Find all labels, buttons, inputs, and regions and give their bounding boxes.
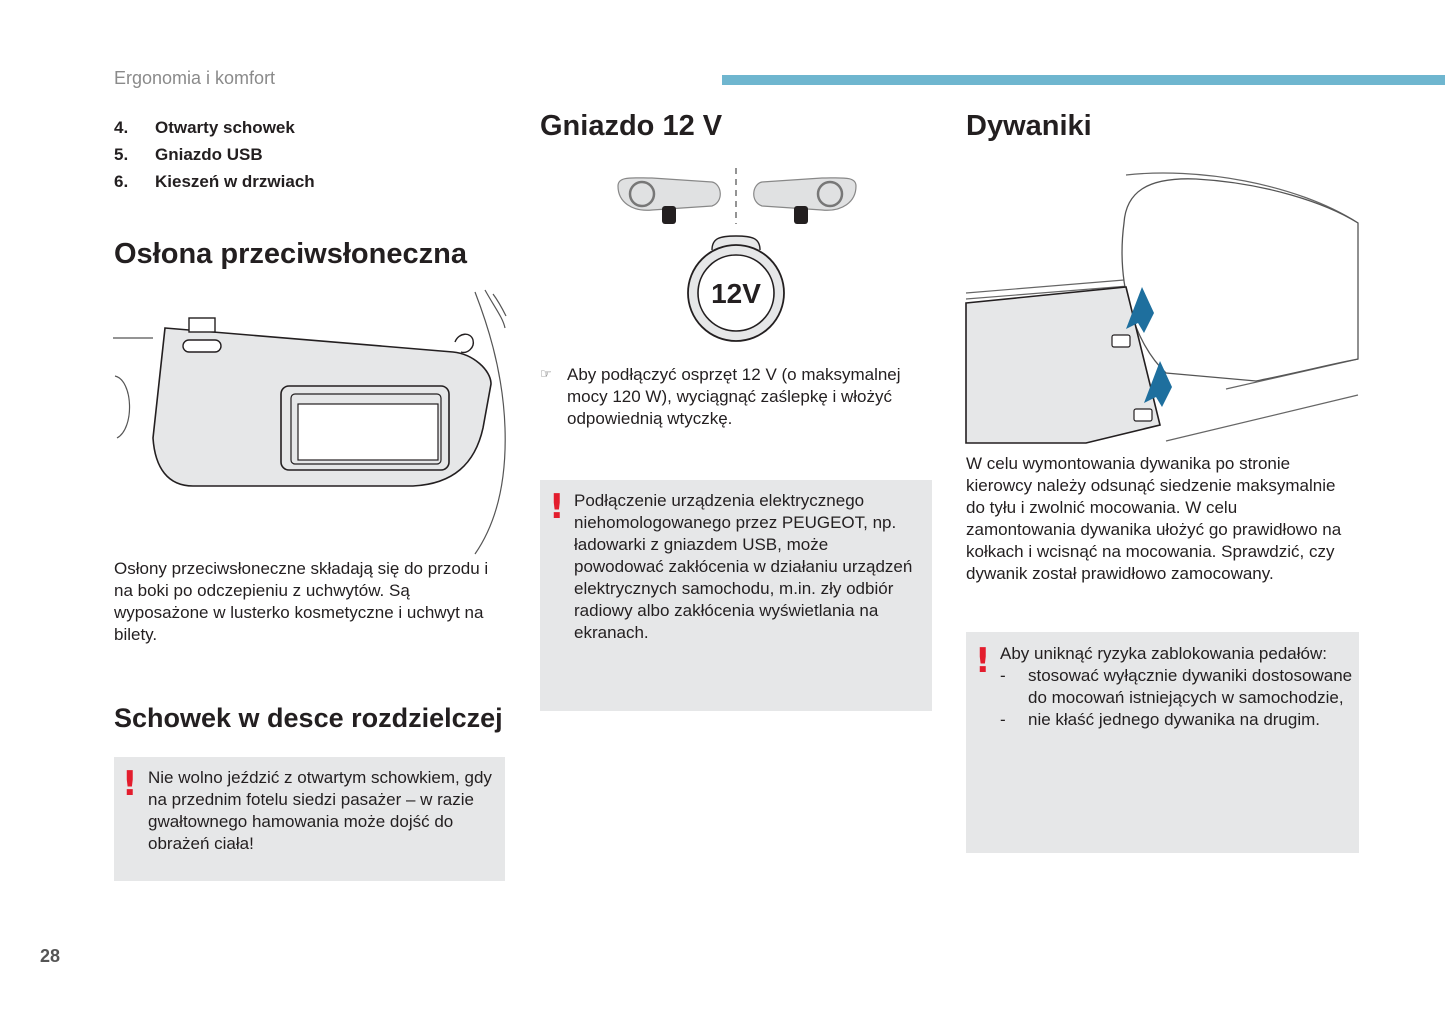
warning-icon: ! [549,487,565,527]
list-item-number: 5. [114,145,129,164]
socket-warning-text: Podłączenie urządzenia elektrycznego niehomologowanego przez PEUGEOT, np. ładowarki z gniazdem USB, może powodować zakłócenia w działaniu urządzeń elektrycznych samochodu, m.in. zły odbiór radiowy albo zakłócenia wyświetlania na ekranach. [574,491,913,642]
mats-warning-item: nie kłaść jednego dywanika na drugim. [1028,710,1321,729]
list-item-label: Kieszeń w drzwiach [155,172,315,191]
glovebox-heading: Schowek w desce rozdzielczej [114,703,503,733]
warning-icon: ! [122,764,138,804]
socket-note-text: Aby podłączyć osprzęt 12 V (o maksymalnej mocy 120 W), wyciągnąć zaślepkę i włożyć odpowiednią wtyczkę. [567,365,901,428]
list-item [114,168,514,195]
mats-warning-item: stosować wyłącznie dywaniki dostosowane do mocowań istniejących w samochodzie, [1028,666,1353,707]
sun-visor-illustration [113,288,508,556]
socket-12v-label: 12V [711,278,761,309]
header-accent-bar [722,75,1445,85]
list-item-number: 4. [114,118,129,137]
socket-heading: Gniazdo 12 V [540,110,723,142]
list-item [114,141,514,168]
glovebox-warning-box [114,757,505,881]
socket-warning-box [540,480,932,711]
mats-heading: Dywaniki [966,110,1092,142]
mats-warning-list [1000,665,1355,731]
list-item [114,114,514,141]
legend-list [114,114,514,195]
sun-visor-text: Osłony przeciwsłoneczne składają się do przodu i na boki po odczepieniu z uchwytów. Są wyposażone w lusterko kosmetyczne i uchwyt na bilety. [114,559,489,644]
list-item [1000,709,1355,731]
floor-mat-illustration [966,163,1359,443]
socket-illustration [612,166,862,346]
glovebox-warning-text: Nie wolno jeździć z otwartym schowkiem, gdy na przednim fotelu siedzi pasażer – w razie gwałtownego hamowania może dojść do obrażeń ciała! [148,768,492,853]
mats-text: W celu wymontowania dywanika po stronie kierowcy należy odsunąć siedzenie maksymalnie do tyłu i zwolnić mocowania. W celu zamontowania dywanika ułożyć go prawidłowo na kołkach i wcisnąć na mocowania. Sprawdzić, czy dywanik został prawidłowo zamocowany. [966,454,1342,583]
list-item [1000,665,1355,709]
mats-warning-box [966,632,1359,853]
mats-warning-intro: Aby uniknąć ryzyka zablokowania pedałów: [1000,644,1327,663]
sun-visor-heading: Osłona przeciwsłoneczna [114,238,467,270]
list-item-number: 6. [114,172,129,191]
dash-bullet: - [1000,666,1006,685]
section-label: Ergonomia i komfort [114,68,276,88]
warning-icon: ! [975,641,991,681]
list-item-label: Otwarty schowek [155,118,295,137]
page-number: 28 [40,946,61,966]
list-item-label: Gniazdo USB [155,145,263,164]
dash-bullet: - [1000,710,1006,729]
mats-warning-content [1000,643,1355,731]
note-pointer-icon: ☞ [540,366,552,381]
